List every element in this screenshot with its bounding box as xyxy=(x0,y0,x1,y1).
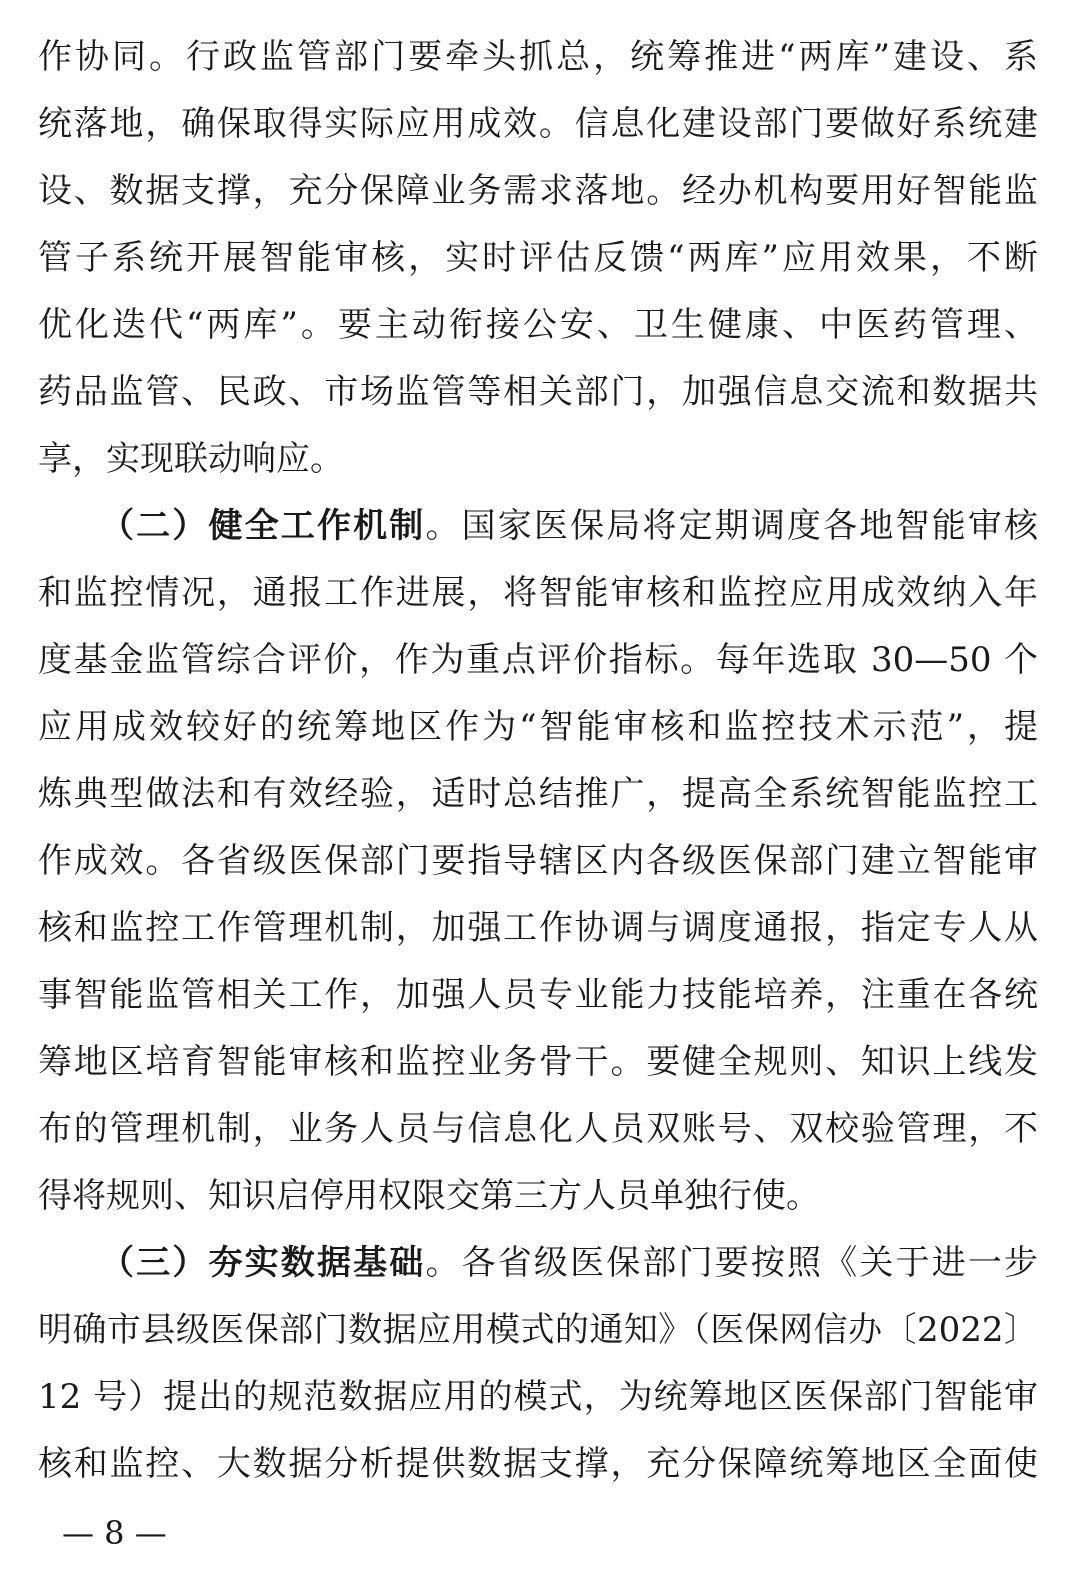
paragraph-line: 炼典型做法和有效经验，适时总结推广，提高全系统智能监控工 xyxy=(38,774,1038,814)
paragraph-line: 布的管理机制，业务人员与信息化人员双账号、双校验管理，不 xyxy=(38,1109,1038,1149)
paragraph-line: 应用成效较好的统筹地区作为“智能审核和监控技术示范”，提 xyxy=(38,707,1038,747)
section-heading-line xyxy=(100,493,1038,559)
paragraph-line: 核和监控工作管理机制，加强工作协调与调度通报，指定专人从 xyxy=(38,908,1038,948)
paragraph-line: 作成效。各省级医保部门要指导辖区内各级医保部门建立智能审 xyxy=(38,841,1038,881)
paragraph-line: 12 号）提出的规范数据应用的模式，为统筹地区医保部门智能审 xyxy=(38,1377,1038,1417)
paragraph-line: 设、数据支撑，充分保障业务需求落地。经办机构要用好智能监 xyxy=(38,171,1038,211)
paragraph-line: 度基金监管综合评价，作为重点评价指标。每年选取 30—50 个 xyxy=(38,640,1038,680)
paragraph-line: 享，实现联动响应。 xyxy=(38,439,344,479)
section-heading-line xyxy=(100,1230,1038,1296)
paragraph-line: 事智能监管相关工作，加强人员专业能力技能培养，注重在各统 xyxy=(38,975,1038,1015)
paragraph-line: 优化迭代“两库”。要主动衔接公安、卫生健康、中医药管理、 xyxy=(38,305,1038,345)
page-number: — 8 — xyxy=(62,1514,167,1552)
section-text: 。各省级医保部门要按照《关于进一步 xyxy=(425,1243,1039,1283)
section-heading: （二）健全工作机制 xyxy=(100,506,426,546)
paragraph-line: 和监控情况，通报工作进展，将智能审核和监控应用成效纳入年 xyxy=(38,573,1038,613)
paragraph-line: 药品监管、民政、市场监管等相关部门，加强信息交流和数据共 xyxy=(38,372,1038,412)
paragraph-line: 作协同。行政监管部门要牵头抓总，统筹推进“两库”建设、系 xyxy=(38,37,1038,77)
paragraph-line: 管子系统开展智能审核，实时评估反馈“两库”应用效果，不断 xyxy=(38,238,1038,278)
paragraph-line: 明确市县级医保部门数据应用模式的通知》（医保网信办〔2022〕 xyxy=(38,1310,1038,1350)
paragraph-line: 得将规则、知识启停用权限交第三方人员单独行使。 xyxy=(38,1176,820,1216)
paragraph-line: 统落地，确保取得实际应用成效。信息化建设部门要做好系统建 xyxy=(38,104,1038,144)
section-text: 。国家医保局将定期调度各地智能审核 xyxy=(425,506,1039,546)
section-heading: （三）夯实数据基础 xyxy=(100,1243,426,1283)
paragraph-line: 筹地区培育智能审核和监控业务骨干。要健全规则、知识上线发 xyxy=(38,1042,1038,1082)
paragraph-line: 核和监控、大数据分析提供数据支撑，充分保障统筹地区全面使 xyxy=(38,1444,1038,1484)
